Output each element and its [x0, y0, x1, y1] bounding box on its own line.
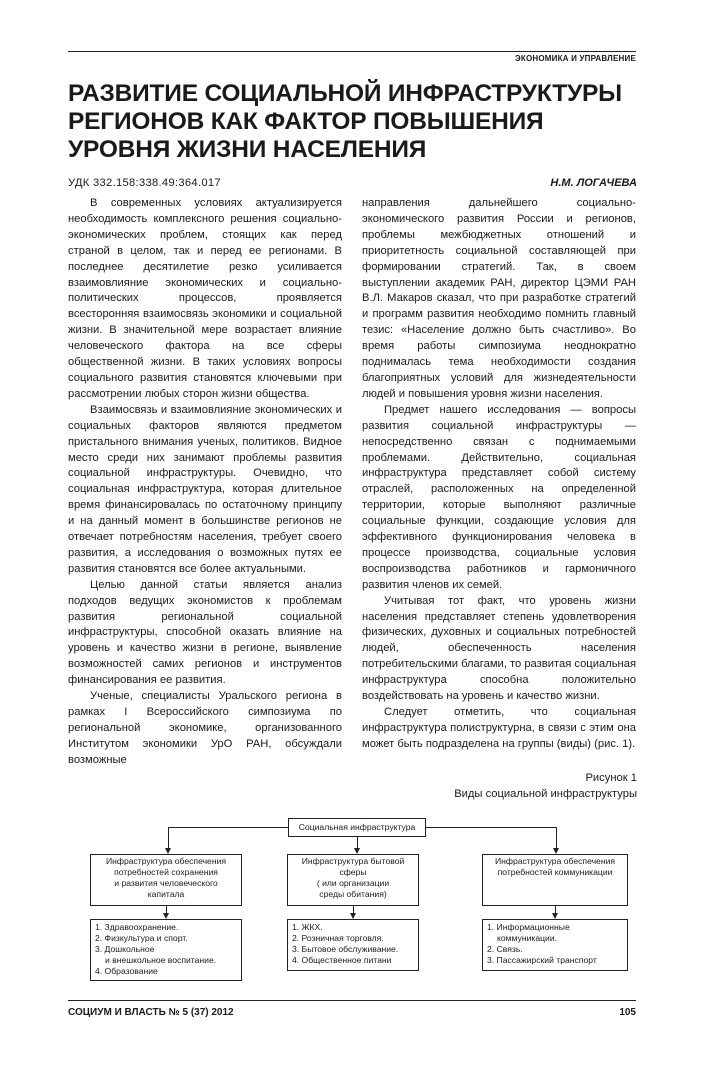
list-item: 3. Бытовое обслуживание.	[292, 944, 399, 954]
connector-line	[168, 827, 288, 828]
list-item: и внешкольное воспитание.	[105, 955, 217, 965]
connector-line	[168, 827, 169, 850]
text-column-right	[362, 196, 636, 753]
figure-caption: Виды социальной инфраструктуры	[454, 788, 637, 800]
page-number: 105	[619, 1007, 636, 1018]
branch-header-communication	[482, 854, 628, 906]
list-item: 2. Связь.	[487, 944, 523, 954]
connector-line	[426, 827, 556, 828]
list-item: 1. Информационные	[487, 922, 570, 932]
branch-list-human-capital	[90, 919, 242, 981]
branch-header-line: потребностей коммуникации	[497, 867, 613, 877]
branch-header-line: сферы	[339, 867, 367, 877]
connector-line	[556, 827, 557, 850]
paragraph: направления дальнейшего социально-экономического развития России и регионов, проблемы межбюджетных отношений и приоритетность социальной составляющей при формировании стратегий. Так, в своем выступлении академик РАН, директор ЦЭМИ РАН В.Л. Макаров сказал, что при разработке стратегий и программ развития необходимо помнить главный тезис: «Население должно быть счастливо». Во время работы симпозиума неоднократно поднималась тема необходимости создания благоприятных условий для жизнедеятельности людей и повышения уровня жизни населения.	[362, 197, 636, 400]
list-item: 4. Образование	[95, 966, 158, 976]
branch-header-line: потребностей сохранения	[114, 867, 218, 877]
branch-header-line: Инфраструктура обеспечения	[105, 856, 227, 866]
author-name: Н.М. ЛОГАЧЕВА	[550, 177, 637, 189]
footer-rule	[68, 1000, 636, 1001]
branch-header-human-capital	[90, 854, 242, 906]
branch-header-line: капитала	[147, 889, 185, 899]
text-column-left	[68, 196, 342, 769]
branch-list-living-environment	[287, 919, 419, 971]
branch-list-communication	[482, 919, 628, 971]
paragraph: Ученые, специалисты Уральского региона в рамках I Всероссийского симпозиума по региональной экономике, организованного Институтом экономики УрО РАН, обсуждали возможные	[68, 690, 342, 766]
list-item: 4. Общественное питани	[292, 955, 392, 965]
figure-label: Рисунок 1	[585, 772, 637, 784]
list-item: 3. Дошкольное	[95, 944, 155, 954]
list-item: 2. Розничная торговля.	[292, 933, 384, 943]
branch-header-line: Инфраструктура обеспечения	[494, 856, 616, 866]
diagram-root: Социальная инфраструктура	[288, 818, 426, 837]
list-item: 1. Здравоохранение.	[95, 922, 179, 932]
journal-name: СОЦИУМ И ВЛАСТЬ № 5 (37) 2012	[68, 1007, 234, 1018]
branch-header-living-environment	[287, 854, 419, 906]
article-title: РАЗВИТИЕ СОЦИАЛЬНОЙ ИНФРАСТРУКТУРЫ РЕГИОНОВ КАК ФАКТОР ПОВЫШЕНИЯ УРОВНЯ ЖИЗНИ НАСЕЛЕНИЯ	[68, 80, 622, 163]
paragraph: Целью данной статьи является анализ подходов ведущих экономистов к проблемам развития региональной социальной инфраструктуры, способной оказать влияние на уровень и качество жизни в регионе, выявление возможностей самих регионов и инструментов финансирования ее развития.	[68, 578, 342, 687]
list-item: 3. Пассажирский транспорт	[487, 955, 597, 965]
paragraph: Учитывая тот факт, что уровень жизни населения представляет степень удовлетворения физических, духовных и социальных потребностей людей, обеспеченность населения потребительскими благами, то развитая социальная инфраструктура способна положительно воздействовать на уровень и качество жизни.	[362, 594, 636, 703]
udk-code: УДК 332.158:338.49:364.017	[68, 177, 221, 189]
figure-diagram	[90, 818, 630, 988]
branch-header-line: Инфраструктура бытовой	[301, 856, 405, 866]
list-item: 2. Физкультура и спорт.	[95, 933, 188, 943]
header-rule	[68, 51, 636, 52]
paragraph: Следует отметить, что социальная инфраструктура полиструктурна, в связи с этим она может быть подразделена на группы (виды) (рис. 1).	[362, 706, 636, 750]
section-label: ЭКОНОМИКА И УПРАВЛЕНИЕ	[515, 54, 636, 63]
list-item: 1. ЖКХ.	[292, 922, 323, 932]
branch-header-line: и развития человеческого	[114, 878, 218, 888]
branch-header-line: ( или организации	[316, 878, 390, 888]
paragraph: В современных условиях актуализируется необходимость комплексного решения социально-экономических проблем, стоящих как перед страной в целом, так и перед ее регионами. В последнее десятилетие резко усиливается взаимовлияние экономических и социально-политических процессов, проявляется всесторонняя взаимосвязь экономики и социальной жизни. В значительной мере возрастает влияние человеческого фактора на все сферы общественной жизни. В таких условиях вопросы социального развития становятся ключевыми при рассмотрении любых сторон жизни общества.	[68, 197, 342, 400]
paragraph: Предмет нашего исследования — вопросы развития социальной инфраструктуры — непосредственно связан с поднимаемыми проблемами. Действительно, социальная инфраструктура представляет собой систему отраслей, расположенных на определенной территории, которые выполняют различные социальные функции, создающие условия для эффективного функционирования человека в процессе производства, социальные условия воспроизводства работников и гармоничного развития членов их семей.	[362, 403, 636, 591]
paragraph: Взаимосвязь и взаимовлияние экономических и социальных факторов являются предметом пристального внимания ученых, политиков. Видное место среди них занимают проблемы развития социальной инфраструктуры. Очевидно, что социальная инфраструктура, которая длительное время финансировалась по остаточному принципу и на данный момент в большинстве регионов не отвечает потребностям населения, требует своего развития, а исследования о возможных путях ее развития становятся все более актуальными.	[68, 403, 342, 575]
branch-header-line: среды обитания)	[319, 889, 387, 899]
list-item: коммуникации.	[497, 933, 558, 943]
